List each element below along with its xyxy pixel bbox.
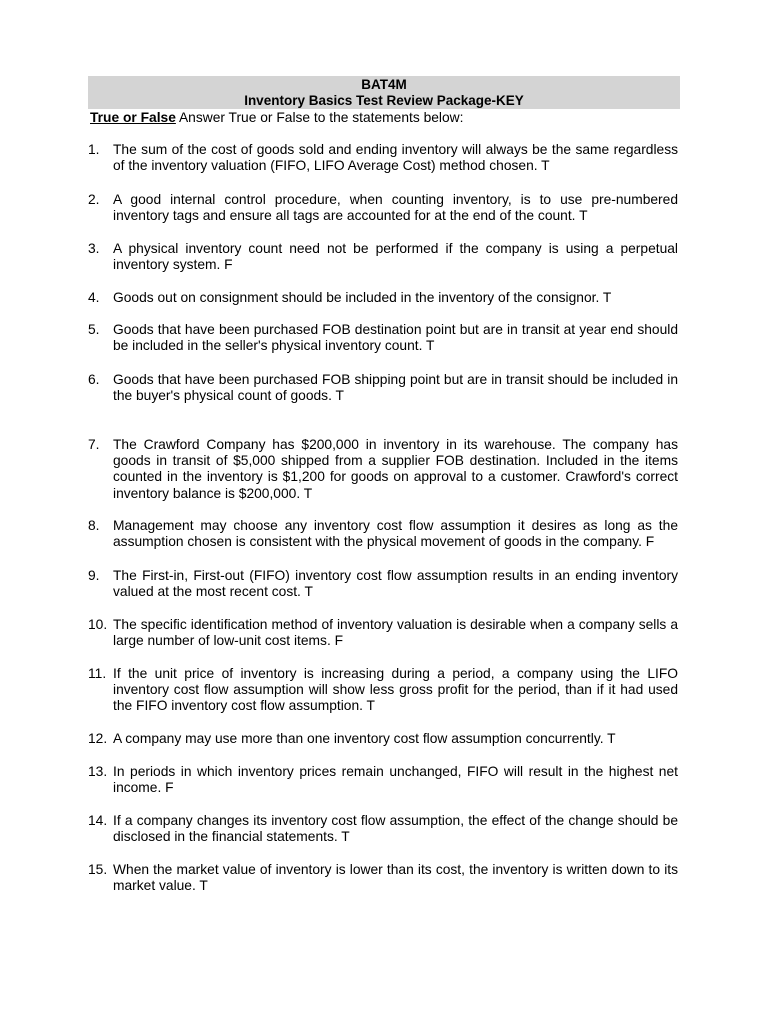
question-number: 9. <box>88 568 100 583</box>
question-number: 2. <box>88 192 100 207</box>
question-text: A good internal control procedure, when counting inventory, is to use pre-numbered inventory tags and ensure all tags are accounted for at the end of the count. T <box>113 192 678 224</box>
section-instructions <box>90 110 680 126</box>
question-text: A physical inventory count need not be performed if the company is using a perpetual inventory system. F <box>113 241 678 273</box>
question-item <box>88 862 678 894</box>
question-number: 4. <box>88 290 100 305</box>
question-text: When the market value of inventory is lower than its cost, the inventory is written down to its market value. T <box>113 862 678 894</box>
section-label: True or False <box>90 110 176 125</box>
question-text: Goods that have been purchased FOB destination point but are in transit at year end should be included in the seller's physical inventory count. T <box>113 322 678 354</box>
course-code: BAT4M <box>361 77 407 92</box>
question-text: If a company changes its inventory cost flow assumption, the effect of the change should be disclosed in the financial statements. T <box>113 813 678 845</box>
question-number: 10. <box>88 617 108 632</box>
question-item <box>88 731 678 747</box>
question-item <box>88 437 678 502</box>
instructions-text: Answer True or False to the statements below: <box>175 110 464 125</box>
question-item <box>88 142 678 174</box>
question-text: The Crawford Company has $200,000 in inventory in its warehouse. The company has goods in transit of $5,000 shipped from a supplier FOB destination. Included in the items counted in the inventory is $1,200 for goods on approval to a customer. Crawford's correct inventory balance is $200,000. T <box>113 437 678 501</box>
question-item <box>88 666 678 715</box>
question-number: 14. <box>88 813 108 828</box>
question-text: Goods out on consignment should be included in the inventory of the consignor. T <box>113 290 612 305</box>
question-text: In periods in which inventory prices remain unchanged, FIFO will result in the highest net income. F <box>113 764 678 796</box>
question-item <box>88 372 678 404</box>
question-number: 3. <box>88 241 100 256</box>
question-number: 13. <box>88 764 108 779</box>
question-text: The First-in, First-out (FIFO) inventory cost flow assumption results in an ending inventory valued at the most recent cost. T <box>113 568 678 600</box>
question-item <box>88 241 678 273</box>
question-item <box>88 617 678 649</box>
document-title: Inventory Basics Test Review Package-KEY <box>244 93 524 108</box>
question-item <box>88 764 678 796</box>
question-item <box>88 518 678 550</box>
question-item <box>88 568 678 600</box>
question-text: The specific identification method of inventory valuation is desirable when a company sells a large number of low-unit cost items. F <box>113 617 678 649</box>
question-text: The sum of the cost of goods sold and ending inventory will always be the same regardless of the inventory valuation (FIFO, LIFO Average Cost) method chosen. T <box>113 142 678 174</box>
question-number: 6. <box>88 372 100 387</box>
question-text: Management may choose any inventory cost flow assumption it desires as long as the assumption chosen is consistent with the physical movement of goods in the company. F <box>113 518 678 550</box>
question-number: 5. <box>88 322 100 337</box>
question-number: 1. <box>88 142 100 157</box>
question-item <box>88 813 678 845</box>
question-number: 15. <box>88 862 108 877</box>
question-text: Goods that have been purchased FOB shipping point but are in transit should be included in the buyer's physical count of goods. T <box>113 372 678 404</box>
question-number: 8. <box>88 518 100 533</box>
question-number: 11. <box>88 666 107 681</box>
question-item <box>88 322 678 354</box>
question-number: 7. <box>88 437 100 452</box>
question-number: 12. <box>88 731 108 746</box>
document-header <box>88 76 680 109</box>
question-item <box>88 192 678 224</box>
question-item <box>88 290 678 306</box>
question-text: If the unit price of inventory is increasing during a period, a company using the LIFO inventory cost flow assumption will show less gross profit for the period, than if it had used the FIFO inventory cost flow assumption. T <box>113 666 678 714</box>
question-text: A company may use more than one inventory cost flow assumption concurrently. T <box>113 731 616 746</box>
